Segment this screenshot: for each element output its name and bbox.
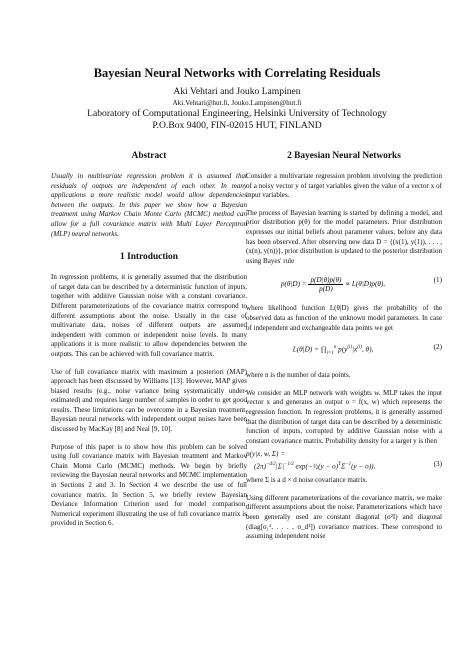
equation-2 (246, 339, 442, 365)
abstract-text: Usually in multivariate regression problem it is assumed that residuals of outputs are independent of each other. In many applications a more realistic model would allow dependencies between the outputs. In this paper we show how a Bayesian treatment using Markov Chain Monte Carlo (MCMC) method can allow for a full covariance matrix with Multi Layer Perceptron (MLP) neural networks. (51, 172, 247, 238)
equation-3 (246, 450, 442, 472)
equation-3-number: (3) (433, 460, 442, 469)
author-emails: Aki.Vehtari@hut.fi, Jouko.Lampinen@hut.fi (172, 99, 302, 107)
equation-1-body: p(θ|D) = $\frac{p(D|\theta)p(\theta)}{p(D)}$ ∝ L(θ|D)p(θ), (280, 276, 386, 294)
authors: Aki Vehtari and Jouko Lampinen (173, 86, 301, 97)
affiliation-line-1: Laboratory of Computational Engineering, Helsinki University of Technology (87, 108, 387, 119)
left-column (51, 150, 247, 529)
equation-1 (246, 272, 442, 298)
section-2-heading: 2 Bayesian Neural Networks (287, 151, 401, 161)
section-1-heading: 1 Introduction (120, 252, 178, 263)
paper-title: Bayesian Neural Networks with Correlating Residuals (93, 66, 381, 80)
equation-1-number: (1) (433, 276, 442, 285)
intro-paragraph-3: Purpose of this paper is to show how this problem can be solved using full covariance matrix with Bayesian treatment and Markov Chain Monte Carlo (MCMC) methods. We begin by briefly reviewing the Bayesian neural networks and MCMC implementation in Sections 2 and 3. In Section 4 we describe the use of full covariance matrix. In Section 5, we briefly review Bayesian Deviance Information Criterion used for model comparison. Numerical experiment illustrating the use of full covariance matrix is provided in Section 6. (51, 442, 247, 528)
bnn-paragraph-4: where n is the number of data points. (246, 371, 351, 380)
equation-3-line-2: $(2\pi)^{-d/2}|\Sigma|^{-1/2}$ exp(−½(y − $o)^T\Sigma^{-1}(y - o)$), (254, 462, 376, 471)
intro-paragraph-1: In regression problems, it is generally assumed that the distribution of target data can be described by a deterministic function of inputs, together with additive Gaussian noise with a constant covariance. Different parameterizations of the covariance matrix correspond to different assumptions about the noise. Usually in the case of multivariate data, noises of different outputs are assumed independent with common or independent noise levels. In many applications it is more realistic to allow dependencies between the outputs. This can be achieved with full covariance matrix. (51, 273, 247, 358)
equation-2-body: $L(\theta|D) = \prod_{i=1}^n$ $p(y^{(i)}|x^{(i)}$, θ), (292, 345, 374, 356)
equation-2-number: (2) (433, 343, 442, 352)
affiliation (0, 108, 474, 132)
equation-3-line-1: p(y|x, w, Σ) = (246, 450, 286, 459)
intro-paragraph-2: Use of full covariance matrix with maximum a posteriori (MAP) approach has been discussed by Williams [13]. However, MAP gives biased results (e.g., noise variance being systematically under-estimated) and requires large number of samples in order to get good results. These limitations can be overcome in a Bayesian treatment. Bayesian neural networks with independent output noises have been discussed by MacKay [8] and Neal [9, 10]. (51, 367, 247, 434)
affiliation-line-2: P.O.Box 9400, FIN-02015 HUT, FINLAND (152, 120, 322, 131)
abstract-heading: Abstract (131, 151, 167, 161)
bnn-paragraph-2: The process of Bayesian learning is started by defining a model, and prior distribution p(θ) for the model parameters. Prior distribution expresses our initial beliefs about parameter values, before any data has been observed. After observing new data D = {(x(1), y(1)), . . . , (x(n), y(n))}, prior distribution is updated to the posterior distribution using Bayes' rule (246, 208, 442, 265)
right-column (246, 150, 442, 542)
bnn-paragraph-1: Consider a multivariate regression problem involving the prediction of a noisy vector y of target variables given the value of a vector x of input variables. (246, 172, 442, 200)
bnn-paragraph-7: Using different parameterizations of the covariance matrix, we make different assumptions about the noise. Parameterizations which have been generally used are constant diagonal (σ²I) and diagonal (diag[σ₁², . . . , σ_d²]) covariance matrices. These correspond to assuming independent noise (246, 493, 442, 541)
bnn-paragraph-5: We consider an MLP network with weights w. MLP takes the input vector x and generates an output o = f(x, w) which represents the regression function. In regression problems, it is generally assumed that the distribution of target data can be described by a deterministic function of inputs, corrupted by additive Gaussian noise with a constant covariance matrix. Probability density for a target y is then (246, 388, 442, 445)
bnn-paragraph-3: where likelihood function L(θ|D) gives the probability of the observed data as function of the unknown model parameters. In case of independent and exchangeable data points we get (246, 304, 442, 332)
bnn-paragraph-6: where Σ is a d × d noise covariance matrix. (246, 476, 368, 485)
